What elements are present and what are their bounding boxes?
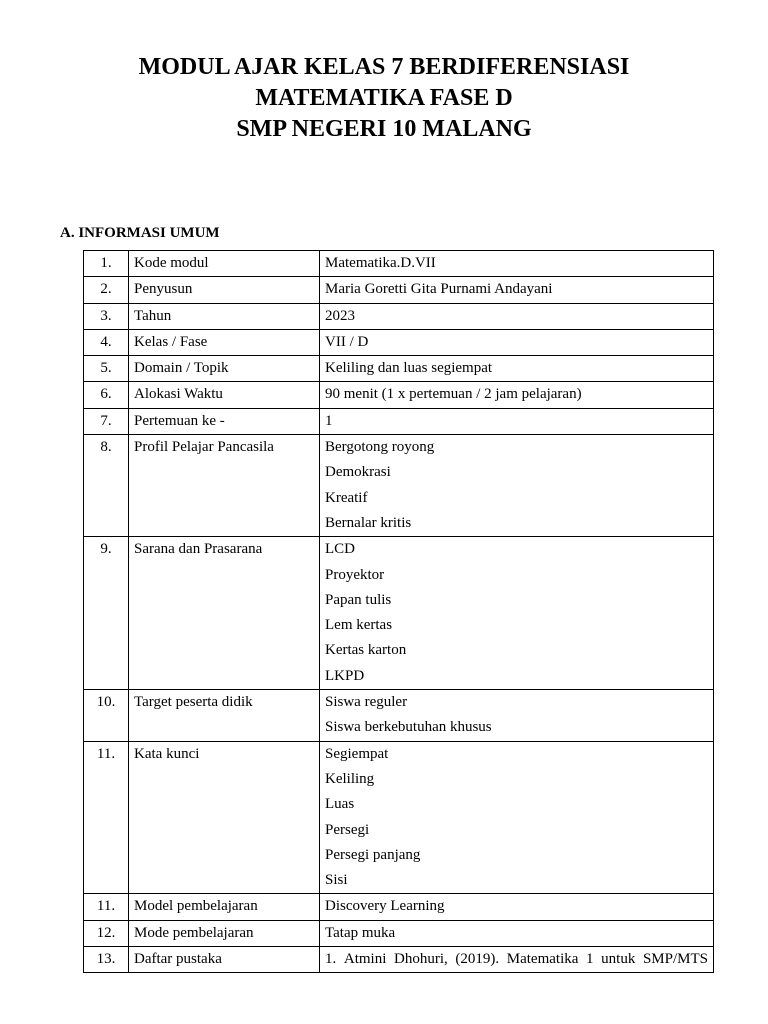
value-line: Tatap muka: [325, 924, 396, 941]
row-number: 3.: [84, 303, 129, 329]
row-value: [320, 356, 714, 382]
table-row: [84, 277, 714, 303]
reference-word: Matematika: [506, 951, 579, 968]
table-row: [84, 894, 714, 920]
reference-word: untuk: [601, 951, 636, 968]
reference-word: (2019).: [455, 951, 500, 968]
row-number: 7.: [84, 408, 129, 434]
row-number: 12.: [84, 920, 129, 946]
value-line: LKPD: [325, 667, 365, 684]
document-title: [0, 52, 768, 145]
row-number: 8.: [84, 435, 129, 537]
value-line: 1: [325, 412, 333, 429]
value-line: Discovery Learning: [325, 898, 445, 915]
value-line: Papan tulis: [325, 591, 392, 608]
table-row: [84, 408, 714, 434]
value-line: Persegi panjang: [325, 846, 421, 863]
row-label: Model pembelajaran: [129, 894, 320, 920]
row-label: Sarana dan Prasarana: [129, 537, 320, 690]
value-line: Siswa reguler: [325, 694, 408, 711]
row-number: 10.: [84, 690, 129, 742]
row-number: 9.: [84, 537, 129, 690]
value-line: 2023: [325, 307, 355, 324]
value-line: 90 menit (1 x pertemuan / 2 jam pelajaran): [325, 386, 582, 403]
row-label: Domain / Topik: [129, 356, 320, 382]
value-line: Demokrasi: [325, 464, 391, 481]
row-label: Kata kunci: [129, 741, 320, 894]
table-row: [84, 947, 714, 973]
value-line: Siswa berkebutuhan khusus: [325, 719, 492, 736]
row-label: Kelas / Fase: [129, 329, 320, 355]
title-line-3: SMP NEGERI 10 MALANG: [236, 116, 532, 142]
row-number: 1.: [84, 251, 129, 277]
reference-word: SMP/MTS: [642, 951, 708, 968]
row-value: [320, 303, 714, 329]
table-row: [84, 356, 714, 382]
reference-line: [325, 947, 708, 972]
title-line-2: MATEMATIKA FASE D: [255, 85, 513, 111]
row-label: Penyusun: [129, 277, 320, 303]
row-label: Target peserta didik: [129, 690, 320, 742]
value-line: Keliling dan luas segiempat: [325, 360, 493, 377]
reference-word: 1.: [325, 951, 337, 968]
row-number: 5.: [84, 356, 129, 382]
value-line: Bernalar kritis: [325, 514, 412, 531]
value-line: Segiempat: [325, 745, 389, 762]
row-value: [320, 537, 714, 690]
row-label: Mode pembelajaran: [129, 920, 320, 946]
row-number: 13.: [84, 947, 129, 973]
row-value: [320, 277, 714, 303]
row-value: [320, 690, 714, 742]
row-value: [320, 741, 714, 894]
title-line-1: MODUL AJAR KELAS 7 BERDIFERENSIASI: [138, 54, 630, 80]
value-line: VII / D: [325, 333, 369, 350]
value-line: LCD: [325, 541, 355, 558]
row-number: 6.: [84, 382, 129, 408]
row-label: Daftar pustaka: [129, 947, 320, 973]
informasi-umum-table-body: [84, 251, 714, 973]
row-value: [320, 408, 714, 434]
row-label: Tahun: [129, 303, 320, 329]
table-row: [84, 435, 714, 537]
value-line: Kertas karton: [325, 642, 407, 659]
value-line: Keliling: [325, 770, 375, 787]
value-line: Proyektor: [325, 566, 385, 583]
row-label: Pertemuan ke -: [129, 408, 320, 434]
table-row: [84, 382, 714, 408]
value-line: Bergotong royong: [325, 439, 435, 456]
table-row: [84, 251, 714, 277]
value-line: Matematika.D.VII: [325, 255, 436, 271]
reference-word: 1: [586, 951, 594, 968]
row-value: [320, 251, 714, 277]
row-label: Alokasi Waktu: [129, 382, 320, 408]
table-row: [84, 920, 714, 946]
row-value: [320, 947, 714, 973]
row-value: [320, 382, 714, 408]
table-row: [84, 537, 714, 690]
reference-word: Atmini: [343, 951, 387, 968]
value-line: Kreatif: [325, 489, 368, 506]
row-value: [320, 894, 714, 920]
value-line: Persegi: [325, 821, 370, 838]
reference-word: Dhohuri,: [394, 951, 448, 968]
row-number: 2.: [84, 277, 129, 303]
row-label: Profil Pelajar Pancasila: [129, 435, 320, 537]
row-value: [320, 920, 714, 946]
table-row: [84, 690, 714, 742]
value-line: Sisi: [325, 872, 348, 889]
row-number: 11.: [84, 741, 129, 894]
value-line: Luas: [325, 796, 355, 813]
table-row: [84, 741, 714, 894]
row-number: 11.: [84, 894, 129, 920]
row-value: [320, 329, 714, 355]
row-label: Kode modul: [129, 251, 320, 277]
row-number: 4.: [84, 329, 129, 355]
value-line: Maria Goretti Gita Purnami Andayani: [325, 281, 553, 298]
table-row: [84, 329, 714, 355]
row-value: [320, 435, 714, 537]
value-line: Lem kertas: [325, 617, 393, 634]
table-row: [84, 303, 714, 329]
informasi-umum-table: [83, 250, 714, 973]
section-heading-informasi-umum: A. INFORMASI UMUM: [60, 225, 220, 241]
